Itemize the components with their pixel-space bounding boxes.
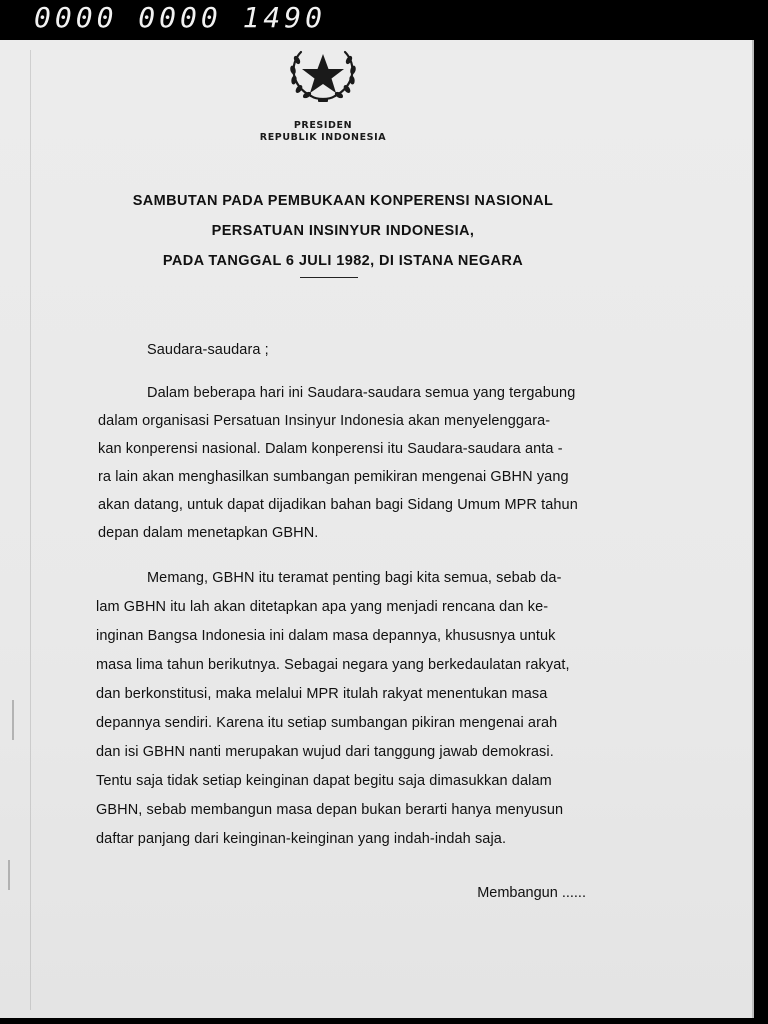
page-edge-mark: [8, 860, 10, 890]
paragraph-2-line: lam GBHN itu lah akan ditetapkan apa yang menjadi rencana dan ke-: [96, 599, 549, 615]
paragraph-1-line: Dalam beberapa hari ini Saudara-saudara semua yang tergabung: [147, 385, 576, 401]
document-title-line-3: PADA TANGGAL 6 JULI 1982, DI ISTANA NEGARA: [162, 253, 524, 269]
paragraph-1-line: depan dalam menetapkan GBHN.: [98, 525, 319, 541]
paragraph-2-line: GBHN, sebab membangun masa depan bukan berarti hanya menyusun: [96, 802, 564, 818]
document-title-line-2: PERSATUAN INSINYUR INDONESIA,: [211, 223, 475, 239]
paragraph-2-line: dan berkonstitusi, maka melalui MPR itulah rakyat menentukan masa: [96, 686, 548, 702]
paragraph-2-line: daftar panjang dari keinginan-keinginan yang indah-indah saja.: [96, 831, 507, 847]
document-title-line-1: SAMBUTAN PADA PEMBUKAAN KONPERENSI NASIONAL: [132, 193, 554, 209]
letterhead-line-2: REPUBLIK INDONESIA: [259, 132, 387, 143]
page-catchword: Membangun ......: [477, 885, 586, 901]
salutation: Saudara-saudara ;: [147, 342, 269, 358]
page-margin-line: [30, 50, 31, 1010]
letterhead-line-1: PRESIDEN: [293, 120, 353, 131]
paragraph-2-line: dan isi GBHN nanti merupakan wujud dari tanggung jawab demokrasi.: [96, 744, 554, 760]
paragraph-2-line: masa lima tahun berikutnya. Sebagai negara yang berkedaulatan rakyat,: [96, 657, 570, 673]
document-page: [0, 40, 754, 1018]
paragraph-1-line: akan datang, untuk dapat dijadikan bahan bagi Sidang Umum MPR tahun: [98, 497, 578, 513]
title-underline: [300, 277, 358, 278]
paragraph-2-line: Tentu saja tidak setiap keinginan dapat begitu saja dimasukkan dalam: [96, 773, 552, 789]
paragraph-1-line: kan konperensi nasional. Dalam konperensi itu Saudara-saudara anta -: [98, 441, 563, 457]
paragraph-2-line: Memang, GBHN itu teramat penting bagi kita semua, sebab da-: [147, 570, 562, 586]
presidential-seal-icon: [281, 40, 365, 106]
paragraph-2-line: inginan Bangsa Indonesia ini dalam masa depannya, khususnya untuk: [96, 628, 556, 644]
film-counter: 0000 0000 1490: [34, 1, 327, 34]
page-edge-mark: [12, 700, 14, 740]
paragraph-2-line: depannya sendiri. Karena itu setiap sumbangan pikiran mengenai arah: [96, 715, 558, 731]
paragraph-1-line: dalam organisasi Persatuan Insinyur Indonesia akan menyelenggara-: [98, 413, 551, 429]
paragraph-1-line: ra lain akan menghasilkan sumbangan pemikiran mengenai GBHN yang: [98, 469, 569, 485]
